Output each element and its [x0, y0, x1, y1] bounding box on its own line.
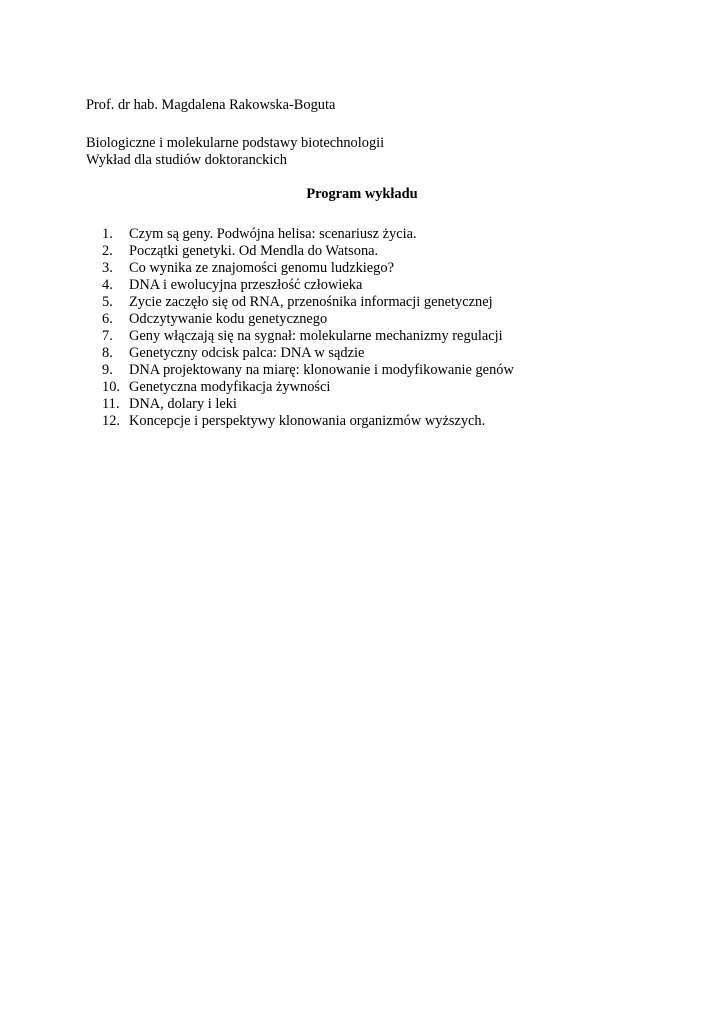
list-item-number: 9.	[102, 362, 113, 378]
list-item-number: 12.	[102, 413, 120, 429]
course-subtitle: Wykład dla studiów doktoranckich	[86, 152, 287, 168]
list-item-text: Odczytywanie kodu genetycznego	[129, 311, 328, 327]
list-item-text: Czym są geny. Podwójna helisa: scenariusz życia.	[129, 226, 417, 242]
list-item-number: 6.	[102, 311, 113, 327]
list-item-text: DNA, dolary i leki	[129, 396, 237, 412]
list-item-number: 3.	[102, 260, 113, 276]
list-item-text: DNA projektowany na miarę: klonowanie i modyfikowanie genów	[129, 362, 514, 378]
list-item-number: 7.	[102, 328, 113, 344]
list-item-number: 5.	[102, 294, 113, 310]
list-item-number: 4.	[102, 277, 113, 293]
list-item-number: 11.	[102, 396, 120, 412]
course-title: Biologiczne i molekularne podstawy biotechnologii	[86, 135, 385, 151]
list-item-text: Początki genetyki. Od Mendla do Watsona.	[129, 243, 379, 259]
list-item-text: Zycie zaczęło się od RNA, przenośnika informacji genetycznej	[129, 294, 493, 310]
list-item-text: Geny włączają się na sygnał: molekularne mechanizmy regulacji	[129, 328, 503, 344]
list-item-text: Co wynika ze znajomości genomu ludzkiego?	[129, 260, 394, 276]
list-item-number: 10.	[102, 379, 120, 395]
author-name: Prof. dr hab. Magdalena Rakowska-Boguta	[86, 97, 336, 113]
list-item-text: Koncepcje i perspektywy klonowania organizmów wyższych.	[129, 413, 486, 429]
list-item-text: Genetyczny odcisk palca: DNA w sądzie	[129, 345, 365, 361]
list-item-number: 1.	[102, 226, 113, 242]
program-heading: Program wykładu	[306, 186, 418, 202]
list-item-text: DNA i ewolucyjna przeszłość człowieka	[129, 277, 363, 293]
list-item-text: Genetyczna modyfikacja żywności	[129, 379, 331, 395]
list-item-number: 8.	[102, 345, 113, 361]
list-item-number: 2.	[102, 243, 113, 259]
